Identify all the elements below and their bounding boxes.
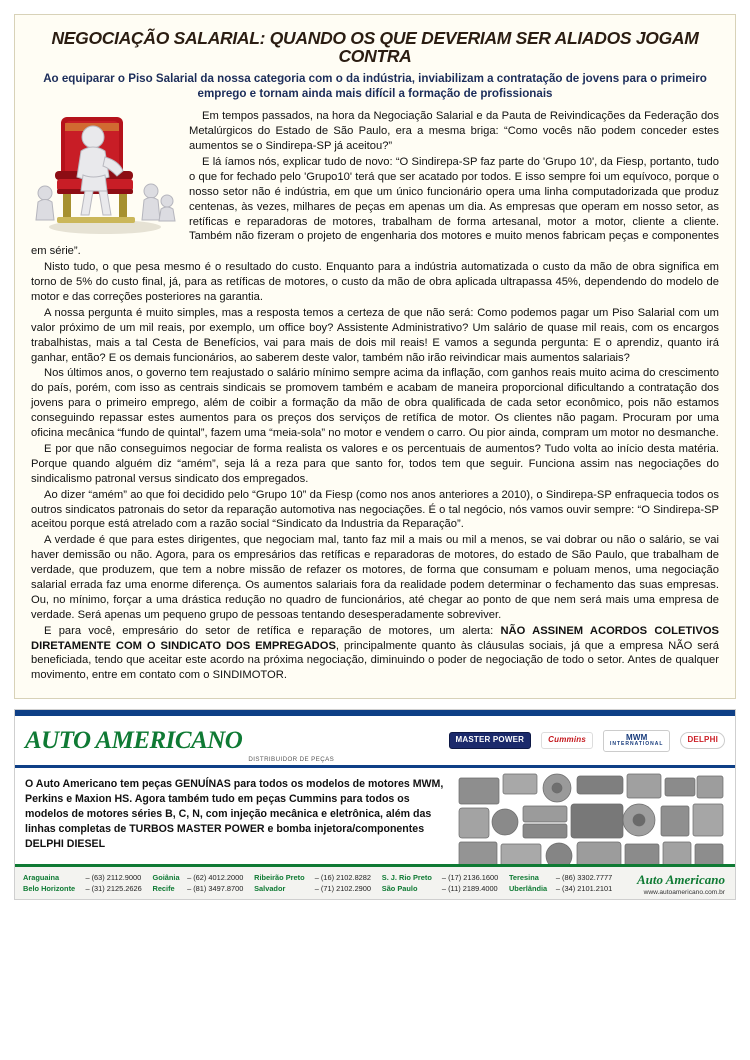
branch-city: S. J. Rio Preto (381, 873, 432, 883)
final-lead: E para você, empresário do setor de retífica e reparação de motores, um alerta: (44, 624, 501, 637)
ad-body (15, 768, 735, 864)
ad-footer-logo (637, 873, 725, 896)
branch-city: Uberlândia (508, 884, 548, 894)
engine-parts-photo-collage (457, 772, 727, 876)
article-card (14, 14, 736, 699)
table-row (23, 872, 623, 883)
article-paragraph: E lá íamos nós, explicar tudo de novo: “O Sindirepa-SP faz parte do 'Grupo 10', da Fiesp, portanto, tudo o que for fechado pelo 'Grupo10' terá que ser acatado por todos. E isso sempre foi um equívoco, porque o nosso setor não é indústria, em que um único funcionário opera uma linha computadorizada que produz centenas, às vezes, milhares de peças em apenas um dia. As empresas que operam em nosso setor, as retíficas e reparadoras de motores, trabalham de forma artesanal, motor a motor, cliente a cliente. Também não fizeram o projeto de engenharia dos motores e muito menos fabricam peças e componentes em série”. (31, 156, 719, 258)
branch-phone: – (62) 4012.2000 (187, 873, 244, 883)
article-paragraph: Em tempos passados, na hora da Negociação Salarial e da Pauta de Reivindicações da Federação dos Metalúrgicos do Estado de São Paulo, era a mesma briga: “Como vocês não podem conceder estes aumentos se o Sindirepa-SP já aceitou?” (189, 110, 719, 153)
ad-header (15, 710, 735, 768)
final-emphasis: NÃO ASSINEM ACORDOS COLETIVOS DIRETAMENTE COM O SINDICATO DOS EMPREGADOS (31, 624, 720, 652)
article-paragraph: A verdade é que para estes dirigentes, que negociam mal, tanto faz mil a mais ou mil a menos, se vai dobrar ou não o salário, se vai haver demissão ou não. Agora, para os empresários das retíficas e reparadoras de motores, do estado de São Paulo, que trabalham de verdade, que produzem, que tem a nobre missão de refazer os motores, de forma que consumam e poluam menos, uma negociação salarial errada faz uma enorme diferença. Os aumentos salariais fora da realidade podem determinar o fechamento das suas empresas. Ou, no mínimo, forçar a uma drástica redução no quadro de funcionários, até chegar ao ponto de que nem será mais uma empresa de verdade. Será apenas um pequeno grupo de pessoas tentando desesperadamente sobreviver. (31, 534, 719, 621)
ad-copy-text: O Auto Americano tem peças GENUÍNAS para todos os modelos de motores MWM, Perkins e Maxion HS. Agora também tudo em peças Cummins para todos os modelos de motores séries B, C, N, com injeção mecânica e eletrônica, além das linhas completas de TURBOS MASTER POWER e bomba injetora/componentes DELPHI DIESEL (25, 778, 444, 851)
auto-americano-tagline: DISTRIBUIDOR DE PEÇAS (248, 756, 335, 764)
cummins-logo: Cummins (541, 732, 593, 748)
branch-phone: – (71) 2102.2900 (314, 884, 372, 894)
branch-city: São Paulo (381, 884, 418, 894)
auto-americano-footer-logo: Auto Americano (636, 872, 725, 888)
throne-chair-illustration (31, 109, 179, 237)
branch-city: Ribeirão Preto (254, 873, 305, 883)
branch-city: Goiânia (152, 873, 180, 883)
branch-phone: – (63) 2112.9000 (85, 873, 142, 883)
brand-logo-row (449, 730, 726, 752)
mwm-logo-label: MWM (625, 732, 648, 742)
branch-city: Recife (152, 884, 175, 894)
article-paragraph: Ao dizer “amém” ao que foi decidido pelo “Grupo 10” da Fiesp (como nos anos anteriores a 2010), o Sindirepa-SP enfraquecia todos os outros sindicatos patronais do setor da reparação automotiva nas negociações. É o tal negócio, nós vamos ouvir sempre: “O Sindirepa-SP aceitou porque está atrelado com a razão social “Sindicato da Industria da Reparação”. (31, 488, 719, 531)
article-paragraph: A nossa pergunta é muito simples, mas a resposta temos a certeza de que não será: Como podemos pagar um Piso Salarial com um valor próximo de um mil reais, por exemplo, um office boy? Assistente Administrativo? Um salário de quase mil reais, com os encargos trabalhistas, mais a tal Cesta de Benefícios, vai para mais de dois mil reais! E vamos a segunda pergunta: E o aprendiz, quanto irá ganhar, então? E os demais funcionários, ao saberem deste valor, também não irão reivindicar mais aumentos salariais? (31, 306, 719, 364)
branch-phone: – (81) 3497.8700 (187, 884, 244, 894)
final-tail: , principalmente quanto às cláusulas sociais, já que a empresa NÃO será beneficiada, tendo que aceitar este acordo na próxima negociação, diminuindo o poder de negociação de todo o setor. Antes de qualquer movimento, entre em contato com o SINDIMOTOR. (31, 639, 719, 682)
article-subtitle: Ao equiparar o Piso Salarial da nossa categoria com o da indústria, inviabilizam a contratação de jovens para o primeiro emprego e tornam ainda mais difícil a formação de profissionais (43, 71, 707, 101)
mwm-logo (603, 730, 670, 752)
article-paragraph: Nisto tudo, o que pesa mesmo é o resultado do custo. Enquanto para a indústria automatizada o custo da mão de obra significa em torno de 5% do custo final, já, para as retíficas de motores, o custo da mão de obra aplicada ultrapassa 45%, dependendo do modelo de motor e das correções posteriores na garantia. (31, 261, 719, 304)
page-title: NEGOCIAÇÃO SALARIAL: QUANDO OS QUE DEVERIAM SER ALIADOS JOGAM CONTRA (51, 28, 699, 67)
branch-phone: – (16) 2102.8282 (314, 873, 372, 883)
article-final-paragraph (31, 624, 719, 684)
branch-phone: – (31) 2125.2626 (85, 884, 142, 894)
article-paragraph: Nos últimos anos, o governo tem reajustado o salário mínimo sempre acima da inflação, com ganhos reais muito acima do crescimento do país, porém, com isso as centrais sindicais se promovem também e acabam de maneira proporcional dificultando a contratação dos jovens para o primeiro emprego, além de coibir a formação da mão de obra qualificada de cada setor econômico, pois não estamos conseguindo repassar estes aumentos para os preços dos serviços de retífica de motor. Os clientes não pagam. Procuram por uma oficina mecânica “fundo de quintal”, fazem uma “meia-sola” no motor e vendem o carro. Ou pior ainda, compram um motor no desmanche. (31, 367, 719, 440)
branch-city: Araguaina (23, 873, 60, 883)
branch-city: Teresina (508, 873, 539, 883)
website-link[interactable]: www.autoamericano.com.br (643, 889, 725, 897)
auto-americano-logo: AUTO AMERICANO (25, 727, 243, 755)
article-body (31, 109, 719, 683)
table-row (23, 883, 623, 894)
branch-phone: – (86) 3302.7777 (555, 873, 613, 883)
ad-footer (15, 864, 735, 899)
ad-top-rule (15, 710, 735, 716)
branch-phone: – (17) 2136.1600 (441, 873, 499, 883)
branch-phone: – (11) 2189.4000 (441, 884, 498, 894)
article-paragraph: E por que não conseguimos negociar de forma realista os valores e os percentuais de aumentos? Tudo volta ao início desta matéria. Porque quando alguém diz “amém”, seja lá a reza para que santo for, todos tem que seguir. Funciona assim nas negociações do sindicalismo patronal versus sindicato dos empregados. (31, 442, 719, 485)
advertisement[interactable] (14, 709, 736, 900)
branch-city: Belo Horizonte (23, 884, 76, 894)
branch-contact-table (23, 872, 623, 894)
branch-city: Salvador (254, 884, 286, 894)
delphi-logo: DELPHI (680, 732, 725, 748)
branch-phone: – (34) 2101.2101 (555, 884, 613, 894)
master-power-logo: MASTER POWER (449, 732, 532, 748)
mwm-logo-sub: INTERNATIONAL (609, 741, 664, 748)
